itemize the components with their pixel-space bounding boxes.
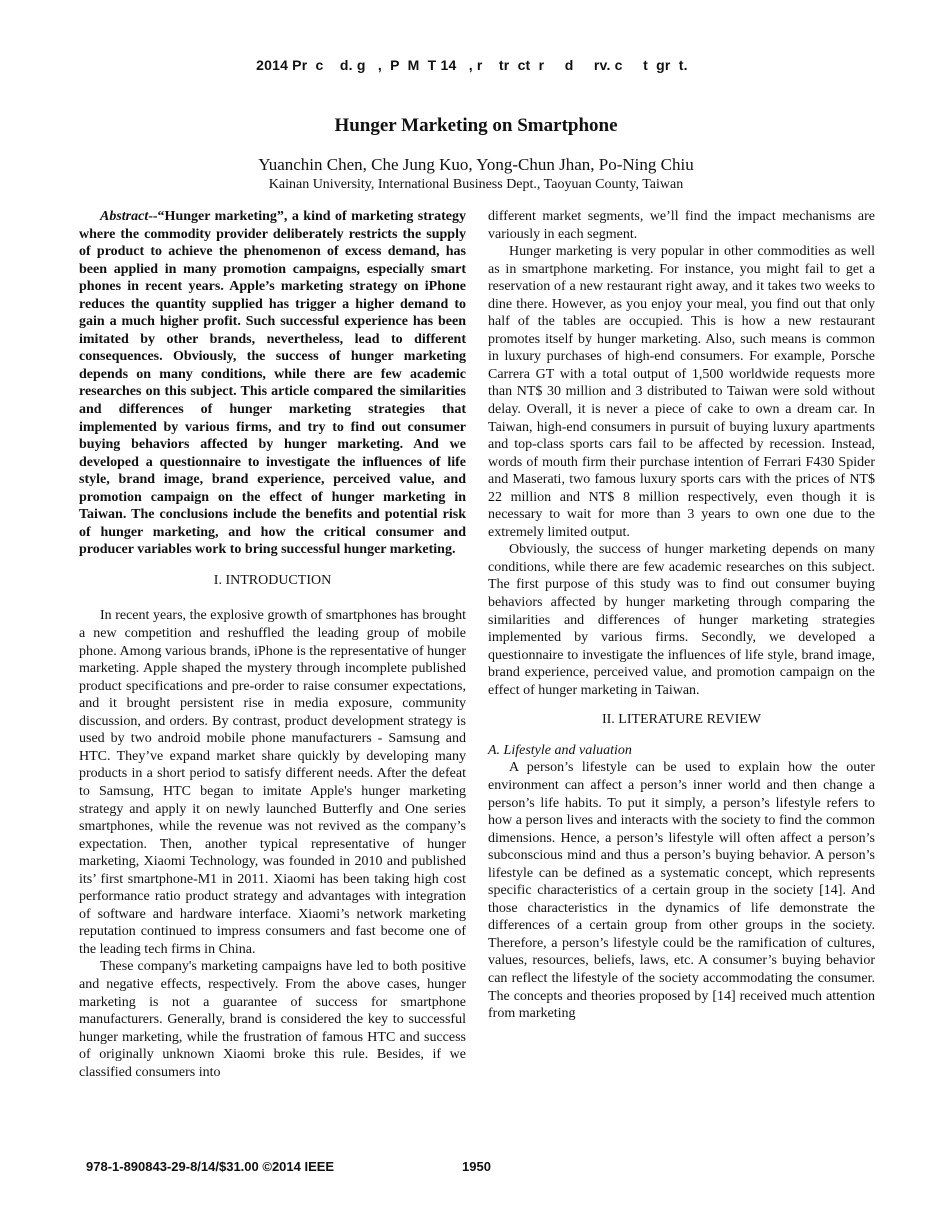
right-column <box>488 208 875 1023</box>
literature-paragraph-1: A person’s lifestyle can be used to explain how the outer environment can affect a person’s inner world and then change a person’s life habits. To put it simply, a person’s lifestyle refers to how a person lives and interacts with the society to find the common dimensions. Hence, a person’s lifestyle will often affect a person’s subconscious mind and thus a person’s buying behavior. A person’s lifestyle can be defined as a systematic concept, which represents specific characteristics of a certain group in the society [14]. And those characteristics in the dynamics of life demonstrate the differences of a certain group from other groups in the society. Therefore, a person’s lifestyle could be the ramification of cultures, values, resources, beliefs, laws, etc. A consumer’s buying behavior can reflect the lifestyle of the society accommodating the consumer. The concepts and theories proposed by [14] received much attention from marketing <box>488 760 875 1022</box>
intro-paragraph-2-continued: different market segments, we’ll find the impact mechanisms are variously in each segment. <box>488 209 875 242</box>
author-list: Yuanchin Chen, Che Jung Kuo, Yong-Chun Jhan, Po-Ning Chiu <box>258 155 694 174</box>
paper-title: Hunger Marketing on Smartphone <box>334 115 618 136</box>
intro-paragraph-3: Hunger marketing is very popular in other commodities as well as in smartphone marketing. For instance, you might fail to get a reservation of a new restaurant right away, and it takes two weeks to dine there. However, as you enjoy your meal, you find out that only half of the tables are occupied. This is how a new restaurant promotes itself by hunger marketing. Also, such means is common in luxury purchases of high-end consumers. For example, Porsche Carrera GT with a total output of 1,500 worldwide requests more than NT$ 30 million and 3 distributed to Taiwan were sold without delay. Overall, it is never a piece of cake to own a dream car. In Taiwan, high-end consumers in pursuit of buying luxury apartments and top-class sports cars fail to be affected by recession. Instead, words of mouth firm their purchase intention of Ferrari F430 Spider and Maserati, two famous luxury sports cars with the prices of NT$ 22 million and NT$ 8 million respectively, even though it is necessary to wait for more than 3 years to own one due to the extremely limited output. <box>488 244 875 540</box>
page-number: 1950 <box>462 1159 491 1174</box>
intro-paragraph-1: In recent years, the explosive growth of smartphones has brought a new competition and reshuffled the leading group of mobile phone. Among various brands, iPhone is the representative of hunger marketing. Apple shaped the mystery through incomplete published product specifications and pre-order to raise consumer expectations, and it brought persistent rise in media exposure, community discussion, and orders. By contrast, product development strategy is used by two android mobile phone manufacturers - Samsung and HTC. They’ve expand market share quickly by developing many products in a short period to satisfy different needs. After the defeat to Samsung, HTC began to imitate Apple's hunger marketing strategy and apply it on newly launched Butterfly and One series smartphones, while the revenue was not revived as the company’s expectation. Then, another typical representative of hunger marketing, Xiaomi Technology, was founded in 2010 and published its’ first smartphone-M1 in 2011. Xiaomi has been taking high cost performance ratio product strategy and advantages with integration of software and hardware interface. Xiaomi’s network marketing reputation continued to impress consumers and fast become one of the leading tech firms in China. <box>79 608 466 957</box>
abstract <box>79 208 466 559</box>
running-header: 2014 Pr c d. g , P M T 14 , r tr ct r d rv. c t gr t. <box>256 57 696 73</box>
abstract-label: Abstract <box>100 209 149 224</box>
left-column <box>79 208 466 1081</box>
intro-paragraph-2: These company's marketing campaigns have led to both positive and negative effects, respectively. From the above cases, hunger marketing is not a guarantee of success for smartphone manufacturers. Generally, brand is considered the key to successful hunger marketing, while the frustration of famous HTC and success of originally unknown Xiaomi broke this rule. Besides, if we classified consumers into <box>79 959 466 1080</box>
lifestyle-subheading: A. Lifestyle and valuation <box>488 742 632 758</box>
affiliation: Kainan University, International Business Dept., Taoyuan County, Taiwan <box>268 177 684 192</box>
introduction-heading: I. INTRODUCTION <box>213 572 332 588</box>
abstract-text: --“Hunger marketing”, a kind of marketing strategy where the commodity provider deliberately restricts the supply of product to achieve the phenomenon of excess demand, has been applied in many promotion campaigns, especially smart phones in recent years. Apple’s marketing strategy on iPhone reduces the quantity supplied has trigger a higher demand to gain a much higher profit. Such successful experience has been imitated by other brands, nevertheless, lead to different consequences. Obviously, the success of hunger marketing depends on many conditions, while there are few academic researches on this subject. This article compared the similarities and differences of hunger marketing strategies that implemented by various firms, and try to find out consumer buying behaviors affected by hunger marketing. And we developed a questionnaire to investigate the influences of life style, brand image, brand experience, perceived value, and promotion campaign on the effect of hunger marketing in Taiwan. The conclusions include the benefits and potential risk of hunger marketing, and how the critical consumer and producer variables work to bring successful hunger marketing. <box>79 209 466 558</box>
intro-paragraph-4: Obviously, the success of hunger marketing depends on many conditions, while there are few academic researches on this subject. The first purpose of this study was to find out consumer buying behaviors affected by hunger marketing through comparing the similarities and differences of hunger marketing strategies implemented by various firms. Secondly, we developed a questionnaire to investigate the influences of life style, brand image, brand experience, perceived value, and promotion campaign on the effect of hunger marketing in Taiwan. <box>488 542 875 698</box>
copyright-notice: 978-1-890843-29-8/14/$31.00 ©2014 IEEE <box>86 1159 335 1174</box>
literature-review-heading: II. LITERATURE REVIEW <box>601 712 762 728</box>
